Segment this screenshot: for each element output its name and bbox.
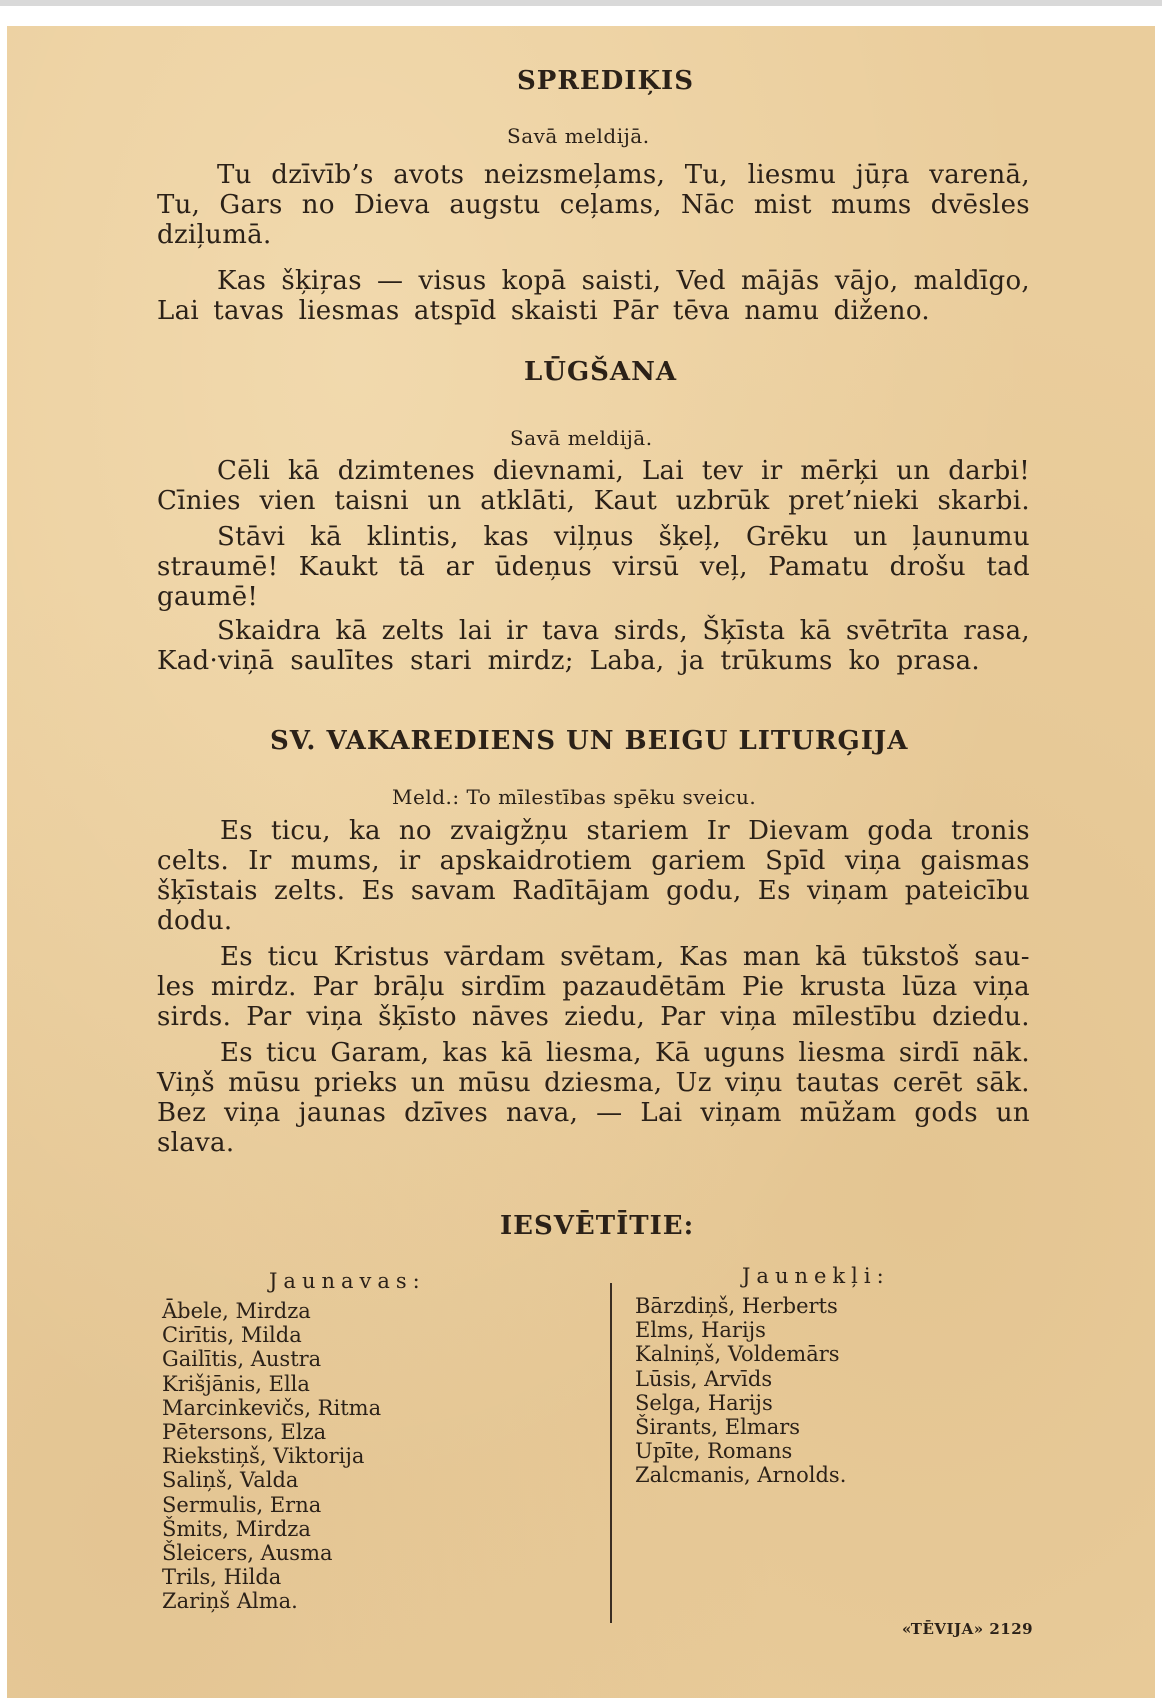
verse-word: mist bbox=[753, 190, 812, 220]
verse-word: mirdz. bbox=[210, 972, 297, 1002]
list-item: Saliņš, Valda bbox=[162, 1468, 299, 1493]
verse-word: apskaidrotiem bbox=[439, 846, 633, 876]
verse-word: Es bbox=[220, 1038, 253, 1068]
verse-word: savam bbox=[410, 876, 496, 906]
verse-word: Lai bbox=[641, 456, 684, 486]
verse-word: tava bbox=[542, 616, 600, 646]
verse-word: Pie bbox=[742, 972, 785, 1002]
verse-word: dziedu. bbox=[932, 1002, 1030, 1032]
verse-word: mūžam bbox=[799, 1098, 897, 1128]
verse-line bbox=[157, 646, 980, 676]
verse-word: ir bbox=[399, 846, 421, 876]
verse-word: taisni bbox=[334, 486, 409, 516]
verse-word: mērķi bbox=[800, 456, 879, 486]
verse-word: sau- bbox=[974, 942, 1030, 972]
verse-word: tronis bbox=[951, 816, 1030, 846]
verse-line bbox=[217, 160, 1030, 190]
verse-word: tēva bbox=[672, 296, 731, 326]
verse-word: Ir bbox=[706, 816, 731, 846]
verse-word: Nāc bbox=[680, 190, 735, 220]
verse-line bbox=[157, 552, 1030, 582]
verse-word: Dieva bbox=[353, 190, 431, 220]
verse-word: viņa bbox=[720, 1002, 777, 1032]
list-item: Krišjānis, Ella bbox=[162, 1371, 310, 1396]
verse-word: ticu bbox=[266, 1038, 318, 1068]
verse-word: brāļu bbox=[373, 972, 445, 1002]
list-item: Lūsis, Arvīds bbox=[635, 1366, 773, 1391]
verse-line bbox=[220, 942, 1030, 972]
verse-word: svētrīta bbox=[846, 616, 949, 646]
verse-word: skarbi. bbox=[937, 486, 1030, 516]
list-item: Pētersons, Elza bbox=[162, 1419, 327, 1444]
list-item: Širants, Elmars bbox=[635, 1414, 801, 1439]
verse-word: kā bbox=[310, 522, 342, 552]
verse-word: šķīstais bbox=[157, 876, 258, 906]
verse-word: krusta bbox=[800, 972, 887, 1002]
verse-word: Par bbox=[246, 1002, 292, 1032]
confirmands-title: IESVĒTĪTIE: bbox=[500, 1211, 695, 1241]
verse-word: prasa. bbox=[896, 646, 980, 676]
verse-line bbox=[220, 816, 1030, 846]
verse-word: nava, bbox=[505, 1098, 579, 1128]
verse-word: nāves bbox=[471, 1002, 550, 1032]
verse-word: šķeļ, bbox=[658, 522, 722, 552]
verse-word: pazaudētām bbox=[562, 972, 727, 1002]
verse-word: zelts. bbox=[274, 876, 346, 906]
verse-word: Stāvi bbox=[217, 522, 286, 552]
verse-word: zelts bbox=[381, 616, 445, 646]
verse-word: Radītājam bbox=[512, 876, 650, 906]
verse-line bbox=[157, 582, 258, 612]
verse-word: rasa, bbox=[963, 616, 1030, 646]
verse-word: veļ, bbox=[699, 552, 748, 582]
verse-word: liesma bbox=[798, 1038, 886, 1068]
verse-word: sāk. bbox=[975, 1068, 1030, 1098]
verse-word: jaunas bbox=[298, 1098, 387, 1128]
verse-word: ceļams, bbox=[559, 190, 662, 220]
verse-word: Es bbox=[220, 942, 253, 972]
section-melody: Meld.: To mīlestības spēku sveicu. bbox=[392, 785, 757, 809]
section-melody: Savā meldijā. bbox=[507, 124, 650, 148]
verse-word: drošu bbox=[889, 552, 966, 582]
verse-word: ūdeņus bbox=[494, 552, 592, 582]
verse-word: saulītes bbox=[290, 646, 395, 676]
verse-word: visus bbox=[418, 266, 487, 296]
verse-word: Cēli bbox=[217, 456, 271, 486]
verse-line bbox=[217, 616, 1030, 646]
verse-line bbox=[157, 846, 1030, 876]
verse-word: kā bbox=[501, 1038, 533, 1068]
verse-word: Gars bbox=[219, 190, 283, 220]
verse-word: no bbox=[301, 190, 335, 220]
verse-word: ticu, bbox=[271, 816, 331, 846]
verse-word: mīlestību bbox=[792, 1002, 917, 1032]
list-item: Zalcmanis, Arnolds. bbox=[635, 1463, 847, 1488]
verse-word: un bbox=[896, 456, 931, 486]
boys-list bbox=[635, 1294, 846, 1488]
verse-word: trūkums bbox=[720, 646, 833, 676]
verse-word: kas bbox=[483, 522, 530, 552]
verse-word: Grēku bbox=[746, 522, 829, 552]
verse-word: stariem bbox=[586, 816, 689, 846]
verse-word: ir bbox=[506, 616, 528, 646]
verse-word: vārdam bbox=[444, 942, 546, 972]
verse-line bbox=[157, 1098, 1030, 1128]
list-item: Bārzdiņš, Herberts bbox=[635, 1294, 838, 1318]
verse-word: skaisti bbox=[510, 296, 598, 326]
verse-word: klintis, bbox=[366, 522, 459, 552]
verse-line bbox=[220, 1038, 1030, 1068]
verse-word: viņa bbox=[973, 972, 1030, 1002]
verse-word: tavas bbox=[213, 296, 285, 326]
verse-word: avots bbox=[393, 160, 465, 190]
verse-word: Laba, bbox=[589, 646, 665, 676]
verse-word: dzimtenes bbox=[337, 456, 476, 486]
verse-word: uguns bbox=[703, 1038, 786, 1068]
verse-word: un bbox=[427, 486, 462, 516]
verse-line bbox=[157, 906, 232, 936]
section-title-lūgšana: LŪGŠANA bbox=[524, 357, 678, 387]
verse-word: slava. bbox=[157, 1128, 235, 1158]
section-title-vakarediens: SV. VAKAREDIENS UN BEIGU LITURĢIJA bbox=[270, 726, 909, 756]
verse-word: ka bbox=[348, 816, 381, 846]
verse-word: Kad·viņā bbox=[157, 646, 275, 676]
verse-line bbox=[157, 296, 930, 326]
verse-word: Kristus bbox=[333, 942, 430, 972]
verse-word: celts. bbox=[157, 846, 230, 876]
verse-word: Lai bbox=[157, 296, 199, 326]
verse-word: mājās bbox=[740, 266, 820, 296]
verse-word: dziesma, bbox=[544, 1068, 663, 1098]
verse-word: gods bbox=[914, 1098, 978, 1128]
verse-word: maldīgo, bbox=[913, 266, 1030, 296]
list-item: Cirītis, Milda bbox=[162, 1323, 302, 1348]
verse-line bbox=[157, 220, 272, 250]
verse-word: dievnami, bbox=[492, 456, 625, 486]
verse-word: kā bbox=[335, 616, 368, 646]
verse-word: nāk. bbox=[972, 1038, 1030, 1068]
verse-word: sirdīm bbox=[460, 972, 547, 1002]
column-divider bbox=[610, 1283, 612, 1623]
verse-word: vien bbox=[259, 486, 316, 516]
verse-word: ziedu, bbox=[564, 1002, 646, 1032]
verse-word: gaismas bbox=[920, 846, 1030, 876]
list-item: Sermulis, Erna bbox=[162, 1492, 322, 1517]
verse-word: svētam, bbox=[560, 942, 665, 972]
printed-leaflet bbox=[7, 26, 1155, 1698]
verse-word: dodu. bbox=[157, 906, 233, 936]
verse-word: mirdz; bbox=[487, 646, 574, 676]
verse-word: sirds, bbox=[613, 616, 688, 646]
verse-word: dziļumā. bbox=[157, 220, 272, 250]
verse-word: Tu, bbox=[157, 190, 201, 220]
verse-line bbox=[157, 1068, 1030, 1098]
verse-word: dzīves bbox=[404, 1098, 488, 1128]
verse-line bbox=[157, 876, 1030, 906]
verse-word: Es bbox=[757, 876, 791, 906]
verse-word: lai bbox=[458, 616, 492, 646]
verse-word: Kas bbox=[679, 942, 729, 972]
verse-word: kā bbox=[815, 942, 848, 972]
verse-word: saisti, bbox=[581, 266, 662, 296]
verse-word: tā bbox=[398, 552, 426, 582]
verse-word: Kas bbox=[217, 266, 267, 296]
verse-word: neizsmeļams, bbox=[483, 160, 666, 190]
verse-word: Šķīsta bbox=[702, 616, 786, 646]
verse-line bbox=[157, 1128, 234, 1158]
list-item: Kalniņš, Voldemārs bbox=[635, 1342, 840, 1367]
verse-word: viļņus bbox=[553, 522, 634, 552]
verse-word: ar bbox=[445, 552, 475, 582]
verse-line bbox=[157, 486, 1030, 516]
verse-word: viņa bbox=[844, 846, 902, 876]
verse-word: Cīnies bbox=[157, 486, 241, 516]
list-item: Selga, Harijs bbox=[635, 1390, 773, 1415]
verse-word: viņam bbox=[700, 1098, 782, 1128]
list-item: Gailītis, Austra bbox=[162, 1347, 322, 1372]
verse-word: ja bbox=[680, 646, 705, 676]
verse-line bbox=[217, 522, 1030, 552]
verse-line bbox=[157, 190, 1030, 220]
verse-word: dvēsles bbox=[930, 190, 1030, 220]
verse-word: Par bbox=[660, 1002, 706, 1032]
verse-word: Spīd bbox=[765, 846, 826, 876]
verse-word: tev bbox=[701, 456, 744, 486]
verse-line bbox=[217, 456, 1030, 486]
verse-word: goda bbox=[867, 816, 934, 846]
printer-mark: «TĒVIJA» 2129 bbox=[902, 1620, 1034, 1638]
verse-word: kopā bbox=[501, 266, 567, 296]
verse-word: liesmu bbox=[747, 160, 837, 190]
verse-word: liesma, bbox=[545, 1038, 642, 1068]
verse-word: — bbox=[596, 1098, 623, 1128]
verse-word: viņam bbox=[807, 876, 889, 906]
verse-word: kas bbox=[442, 1038, 488, 1068]
verse-word: Skaidra bbox=[217, 616, 322, 646]
window-top-border bbox=[0, 0, 1162, 6]
verse-word: mūsu bbox=[458, 1068, 531, 1098]
list-item: Elms, Harijs bbox=[635, 1318, 766, 1343]
section-melody: Savā meldijā. bbox=[510, 426, 653, 450]
verse-word: Lai bbox=[640, 1098, 683, 1128]
verse-word: Ved bbox=[676, 266, 726, 296]
verse-word: atklāti, bbox=[480, 486, 576, 516]
verse-word: les bbox=[157, 972, 195, 1002]
verse-line bbox=[157, 1002, 1030, 1032]
section-title-sprediķis: SPREDIĶIS bbox=[517, 66, 694, 96]
verse-word: dzīvīb’s bbox=[271, 160, 374, 190]
verse-word: vājo, bbox=[834, 266, 899, 296]
verse-word: jūŗa bbox=[855, 160, 910, 190]
verse-word: Kaut bbox=[593, 486, 658, 516]
verse-word: varenā, bbox=[929, 160, 1030, 190]
verse-line bbox=[217, 266, 1030, 296]
verse-word: Es bbox=[220, 816, 253, 846]
list-item: Šmits, Mirdza bbox=[162, 1516, 311, 1541]
verse-word: viņa bbox=[306, 1002, 363, 1032]
verse-word: tūkstoš bbox=[861, 942, 960, 972]
verse-word: stari bbox=[410, 646, 472, 676]
verse-word: kā bbox=[799, 616, 832, 646]
verse-word: — bbox=[377, 266, 404, 296]
verse-word: virsū bbox=[612, 552, 680, 582]
verse-word: man bbox=[742, 942, 801, 972]
verse-word: prieks bbox=[314, 1068, 398, 1098]
verse-word: kā bbox=[287, 456, 320, 486]
verse-word: straumē! bbox=[157, 552, 279, 582]
verse-word: pret’nieki bbox=[788, 486, 919, 516]
boys-heading: Jaunekļi: bbox=[742, 1264, 890, 1288]
verse-word: cerēt bbox=[892, 1068, 963, 1098]
verse-word: darbi! bbox=[948, 456, 1030, 486]
list-item: Riekstiņš, Viktorija bbox=[162, 1444, 365, 1469]
list-item: Trils, Hilda bbox=[162, 1565, 282, 1590]
verse-word: šķīsto bbox=[378, 1002, 457, 1032]
verse-line bbox=[157, 972, 1030, 1002]
verse-word: Ir bbox=[248, 846, 272, 876]
verse-word: lūza bbox=[902, 972, 958, 1002]
verse-word: sirds. bbox=[157, 1002, 232, 1032]
verse-word: Dievam bbox=[748, 816, 850, 846]
verse-word: Kā bbox=[654, 1038, 691, 1068]
verse-word: Garam, bbox=[330, 1038, 430, 1068]
girls-heading: Jaunavas: bbox=[269, 1269, 426, 1293]
girls-list bbox=[162, 1299, 381, 1613]
verse-word: Kaukt bbox=[298, 552, 379, 582]
verse-word: namu bbox=[744, 296, 820, 326]
verse-word: un bbox=[995, 1098, 1030, 1128]
verse-word: Tu bbox=[217, 160, 252, 190]
verse-word: Pamatu bbox=[768, 552, 870, 582]
verse-word: ļaunumu bbox=[912, 522, 1030, 552]
verse-word: viņa bbox=[224, 1098, 281, 1128]
verse-word: ko bbox=[848, 646, 881, 676]
verse-word: šķiŗas bbox=[281, 266, 362, 296]
verse-word: Bez bbox=[157, 1098, 207, 1128]
verse-word: diženo. bbox=[833, 296, 930, 326]
verse-word: Uz bbox=[675, 1068, 712, 1098]
verse-word: tad bbox=[986, 552, 1030, 582]
verse-word: mūsu bbox=[228, 1068, 301, 1098]
list-item: Zariņš Alma. bbox=[162, 1589, 298, 1614]
verse-word: Pār bbox=[612, 296, 659, 326]
verse-word: liesmas bbox=[298, 296, 400, 326]
verse-word: pateicību bbox=[904, 876, 1030, 906]
verse-word: mums, bbox=[290, 846, 380, 876]
verse-word: mums bbox=[830, 190, 912, 220]
verse-word: ir bbox=[761, 456, 783, 486]
list-item: Marcinkevičs, Ritma bbox=[162, 1395, 382, 1420]
list-item: Upīte, Romans bbox=[635, 1439, 793, 1464]
verse-word: godu, bbox=[666, 876, 742, 906]
verse-word: atspīd bbox=[413, 296, 497, 326]
verse-word: sirdī bbox=[898, 1038, 960, 1068]
verse-word: Par bbox=[312, 972, 358, 1002]
verse-word: uzbrūk bbox=[675, 486, 770, 516]
verse-word: ticu bbox=[267, 942, 319, 972]
verse-word: gaumē! bbox=[157, 582, 259, 612]
verse-word: no bbox=[398, 816, 432, 846]
verse-word: viņu bbox=[724, 1068, 783, 1098]
verse-word: gariem bbox=[651, 846, 746, 876]
verse-word: Tu, bbox=[684, 160, 728, 190]
verse-word: un bbox=[410, 1068, 446, 1098]
verse-word: Viņš bbox=[157, 1068, 215, 1098]
verse-word: Es bbox=[361, 876, 395, 906]
verse-word: zvaigžņu bbox=[449, 816, 569, 846]
verse-word: un bbox=[853, 522, 888, 552]
verse-word: tautas bbox=[795, 1068, 880, 1098]
list-item: Šleicers, Ausma bbox=[162, 1540, 333, 1565]
verse-word: augstu bbox=[449, 190, 541, 220]
list-item: Ābele, Mirdza bbox=[162, 1299, 311, 1323]
